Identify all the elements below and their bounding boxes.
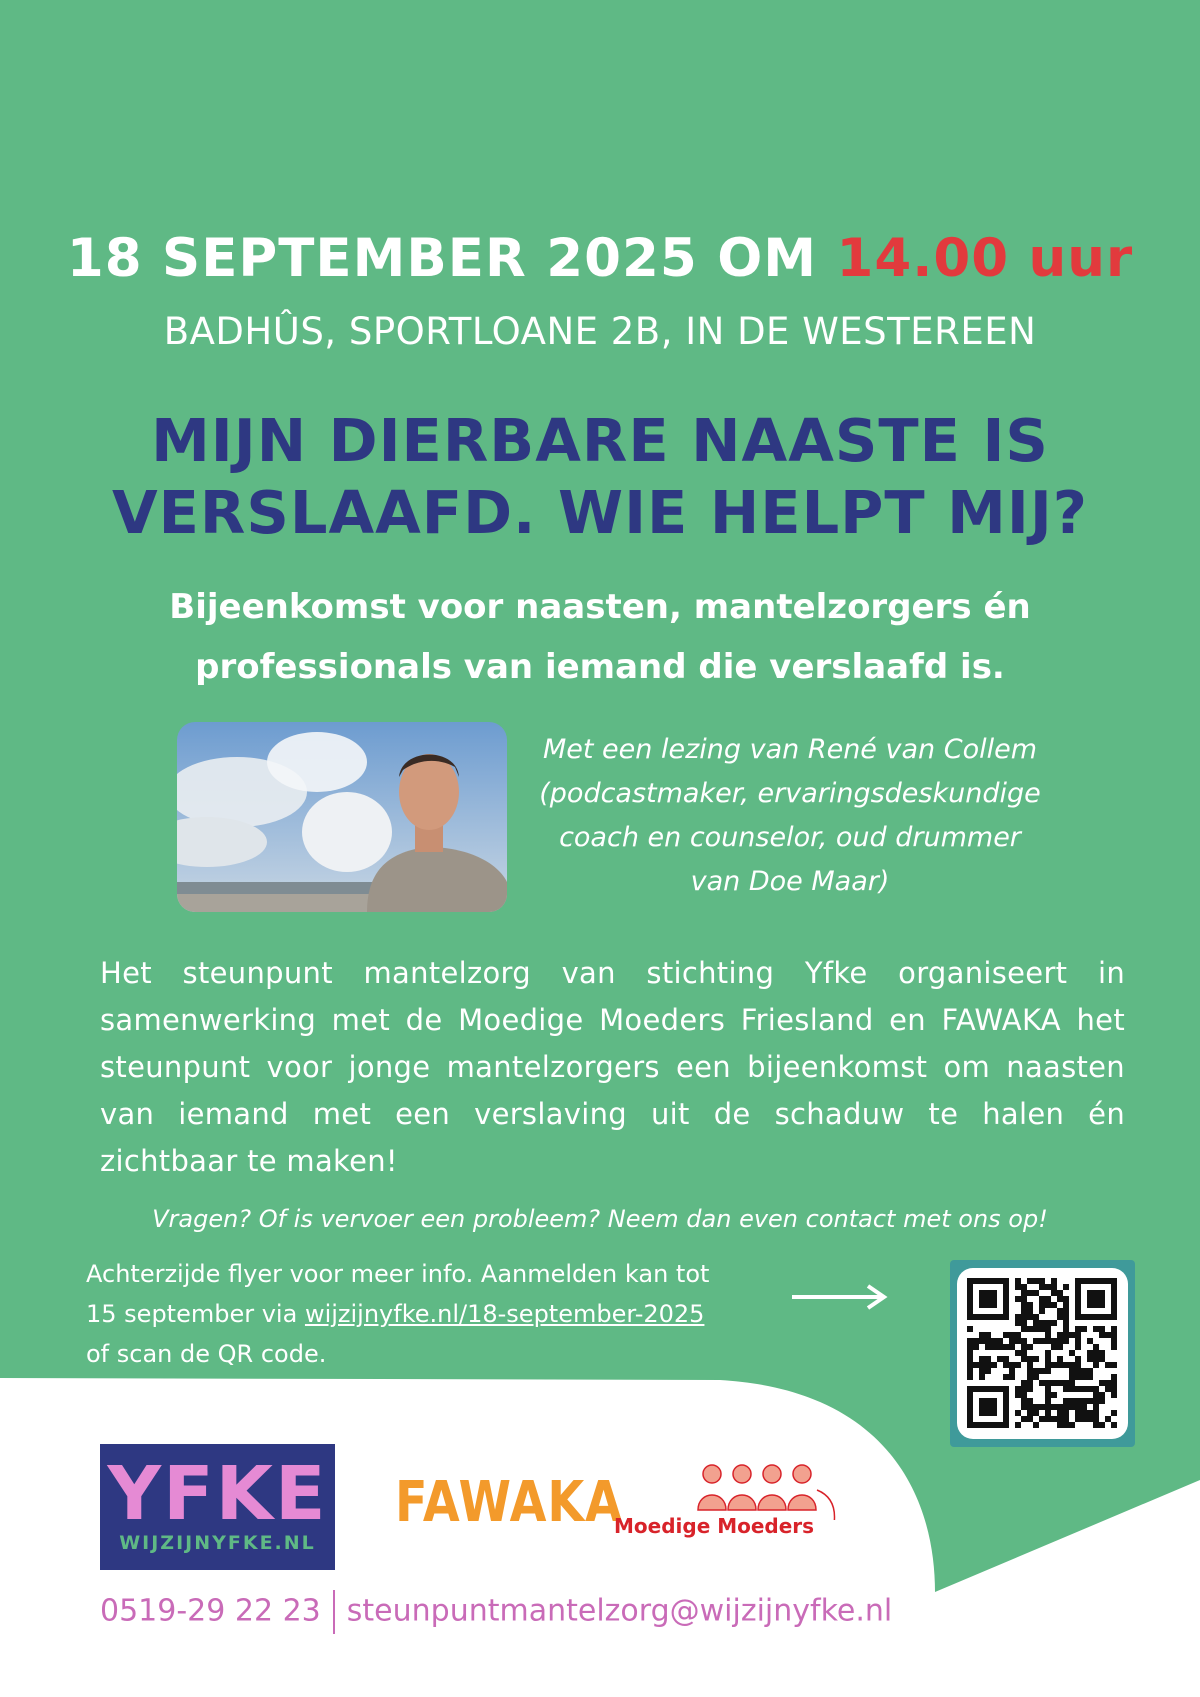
contact-divider bbox=[333, 1590, 335, 1634]
subheading-line-1: Bijeenkomst voor naasten, mantelzorgers én bbox=[169, 587, 1031, 627]
contact-email[interactable]: steunpuntmantelzorg@wijzijnyfke.nl bbox=[346, 1593, 893, 1629]
moedige-moeders-figures-icon bbox=[612, 1460, 852, 1520]
event-time: 14.00 uur bbox=[836, 228, 1134, 289]
signup-line-2 bbox=[86, 1294, 709, 1334]
subheading bbox=[0, 577, 1200, 697]
headline bbox=[0, 405, 1200, 549]
qr-code-icon bbox=[957, 1268, 1128, 1439]
lecture-line-3: coach en counselor, oud drummer bbox=[559, 822, 1021, 853]
event-date-text: 18 SEPTEMBER 2025 OM bbox=[66, 228, 817, 289]
arrow-right-icon bbox=[790, 1282, 890, 1312]
signup-line-2-prefix: 15 september via bbox=[86, 1300, 305, 1328]
lecture-line-1: Met een lezing van René van Collem bbox=[542, 734, 1037, 765]
signup-line-1: Achterzijde flyer voor meer info. Aanmelden kan tot bbox=[86, 1260, 710, 1288]
signup-line-3: of scan de QR code. bbox=[86, 1340, 327, 1368]
body-paragraph: Het steunpunt mantelzorg van stichting Yfke organiseert in samenwerking met de Moedige Moeders Friesland en FAWAKA het steunpunt voor jonge mantelzorgers een bijeenkomst om naasten van iemand met een verslaving uit de schaduw te halen én zichtbaar te maken! bbox=[100, 956, 1125, 1178]
qr-code-panel bbox=[957, 1268, 1128, 1439]
subheading-line-2: professionals van iemand die verslaafd is. bbox=[195, 647, 1005, 687]
speaker-photo bbox=[177, 722, 507, 912]
headline-line-2: VERSLAAFD. WIE HELPT MIJ? bbox=[111, 478, 1089, 547]
lecture-line-2: (podcastmaker, ervaringsdeskundige bbox=[539, 778, 1041, 809]
headline-line-1: MIJN DIERBARE NAASTE IS bbox=[151, 406, 1049, 475]
contact-phone[interactable]: 0519-29 22 23 bbox=[100, 1593, 321, 1629]
question-text: Vragen? Of is vervoer een probleem? Neem dan even contact met ons op! bbox=[152, 1205, 1048, 1233]
event-date bbox=[0, 228, 1200, 289]
fawaka-logo: FAWAKA bbox=[395, 1470, 623, 1535]
contact-info bbox=[100, 1590, 892, 1634]
signup-info bbox=[86, 1254, 709, 1374]
yfke-logo bbox=[100, 1444, 335, 1570]
qr-code[interactable] bbox=[950, 1260, 1135, 1447]
yfke-logo-url: WIJZIJNYFKE.NL bbox=[119, 1532, 316, 1554]
lecture-line-4: van Doe Maar) bbox=[690, 866, 890, 897]
yfke-logo-text: YFKE bbox=[107, 1451, 328, 1537]
signup-link[interactable]: wijzijnyfke.nl/18-september-2025 bbox=[304, 1300, 705, 1328]
moedige-moeders-logo bbox=[612, 1460, 852, 1560]
lecture-info bbox=[520, 728, 1060, 904]
moedige-moeders-logo-text: Moedige Moeders bbox=[614, 1514, 815, 1538]
event-location: BADHÛS, SPORTLOANE 2B, IN DE WESTEREEN bbox=[163, 310, 1037, 353]
